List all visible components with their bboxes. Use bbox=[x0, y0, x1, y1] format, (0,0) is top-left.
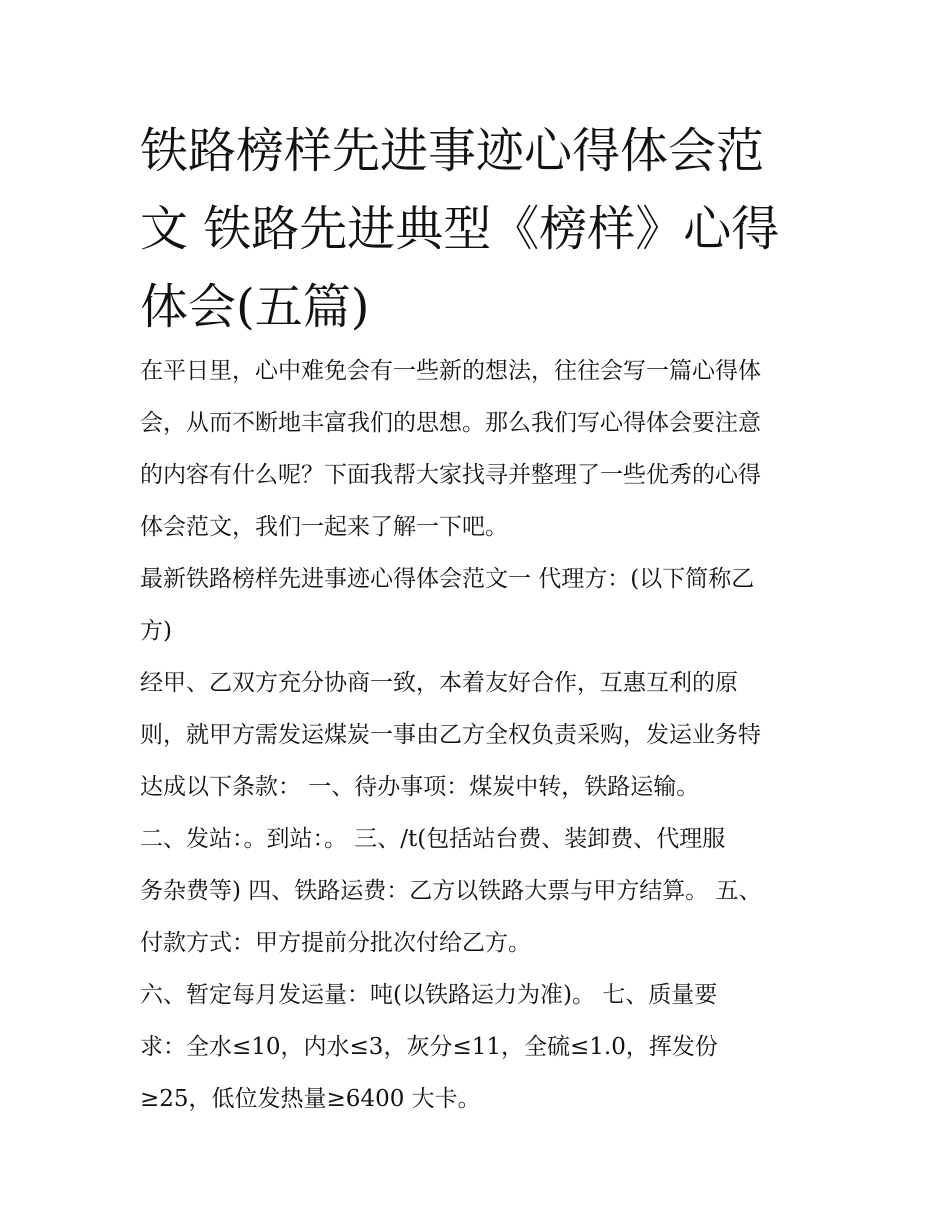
body-line: 会，从而不断地丰富我们的思想。那么我们写心得体会要注意 bbox=[140, 410, 761, 436]
body-line: 在平日里，心中难免会有一些新的想法，往往会写一篇心得体 bbox=[140, 358, 761, 384]
title-line: 体会(五篇) bbox=[140, 279, 370, 335]
document-body bbox=[140, 356, 830, 1136]
body-line: 付款方式：甲方提前分批次付给乙方。 bbox=[140, 930, 531, 956]
document-title bbox=[140, 112, 820, 346]
title-line: 铁路榜样先进事迹心得体会范 bbox=[140, 123, 765, 179]
body-line: 达成以下条款： 一、待办事项：煤炭中转，铁路运输。 bbox=[140, 774, 700, 800]
body-line: ≥25，低位发热量≥6400 大卡。 bbox=[140, 1086, 481, 1112]
body-line: 的内容有什么呢？下面我帮大家找寻并整理了一些优秀的心得 bbox=[140, 462, 761, 488]
body-line: 六、暂定每月发运量：吨(以铁路运力为准)。 七、质量要 bbox=[140, 982, 718, 1008]
body-line: 经甲、乙双方充分协商一致，本着友好合作，互惠互利的原 bbox=[140, 670, 738, 696]
body-line: 方) bbox=[140, 618, 172, 644]
body-line: 二、发站：。到站：。 三、/t(包括站台费、装卸费、代理服 bbox=[140, 826, 726, 852]
title-line: 文 铁路先进典型《榜样》心得 bbox=[140, 201, 780, 257]
body-line: 则，就甲方需发运煤炭一事由乙方全权负责采购，发运业务特 bbox=[140, 722, 761, 748]
body-line: 最新铁路榜样先进事迹心得体会范文一 代理方：(以下简称乙 bbox=[140, 566, 755, 592]
body-line: 务杂费等) 四、铁路运费：乙方以铁路大票与甲方结算。 五、 bbox=[140, 878, 762, 904]
body-line: 求：全水≤10，内水≤3，灰分≤11，全硫≤1.0，挥发份 bbox=[140, 1034, 718, 1060]
body-line: 体会范文，我们一起来了解一下吧。 bbox=[140, 514, 508, 540]
